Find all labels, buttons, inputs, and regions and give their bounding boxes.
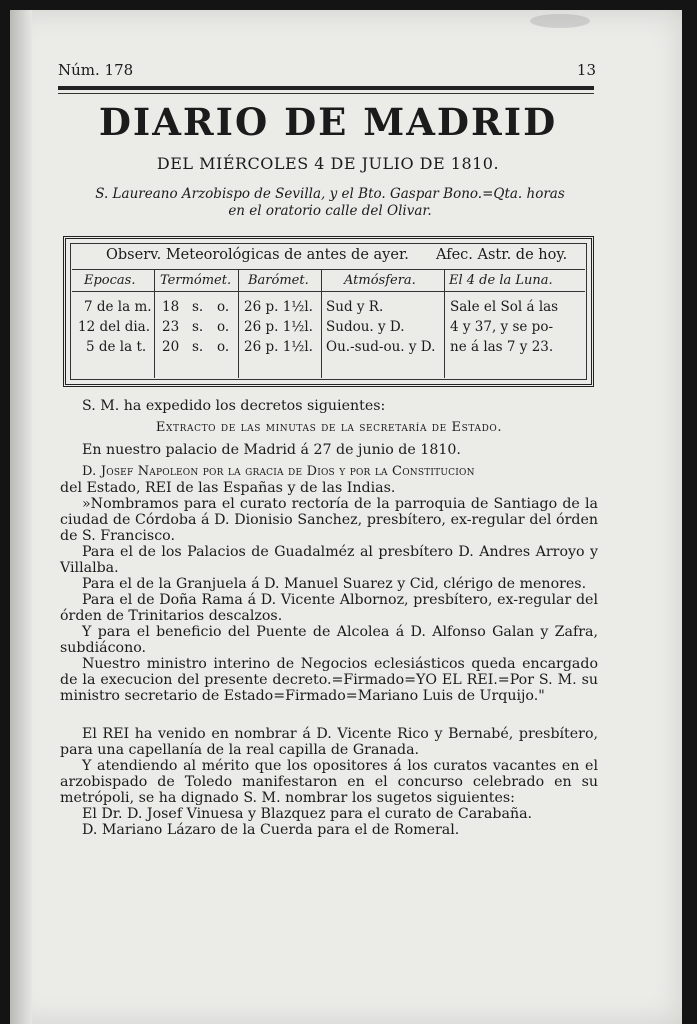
page-header <box>58 61 596 83</box>
row-baro: 26 p. 1½l. <box>244 339 313 355</box>
astro-heading: Afec. Astr. de hoy. <box>436 247 568 263</box>
luna-line: ne á las 7 y 23. <box>450 339 554 355</box>
header-rule <box>58 86 594 90</box>
row-temp: 20 <box>162 339 180 355</box>
row-atmos: Sudou. y D. <box>326 319 405 335</box>
paragraph: Para el de Doña Rama á D. Vicente Albornoz, presbítero, ex-regular del órden de Trinitarios descalzos. <box>60 592 598 624</box>
row-atmos: Ou.-sud-ou. y D. <box>326 339 436 355</box>
col-header-luna: El 4 de la Luna. <box>449 273 553 288</box>
row-temp-s: s. <box>192 339 204 355</box>
article-body <box>60 398 598 838</box>
paragraph: El Dr. D. Josef Vinuesa y Blazquez para el curato de Carabaña. <box>82 806 533 822</box>
saints-of-day <box>70 186 590 220</box>
luna-line: 4 y 37, y se po- <box>450 319 554 335</box>
paragraph: del Estado, REI de las Españas y de las Indias. <box>60 480 396 496</box>
row-temp-o: o. <box>217 299 230 315</box>
row-baro: 26 p. 1½l. <box>244 299 313 315</box>
masthead-title: DIARIO DE MADRID <box>98 100 558 144</box>
row-temp-o: o. <box>217 319 230 335</box>
row-temp: 23 <box>162 319 180 335</box>
header-rule-thin <box>58 93 594 94</box>
paragraph: Nuestro ministro interino de Negocios eclesiásticos queda encargado de la execucion del presente decreto.=Firmado=YO EL REI.=Por S. M. su ministro secretario de Estado=Firmado=Mariano Luis de Urquijo." <box>60 656 598 704</box>
row-epoca: 7 de la m. <box>84 299 152 315</box>
page-binding-edge <box>10 10 32 1024</box>
page-number: 13 <box>576 61 596 79</box>
meteorological-table <box>63 236 594 387</box>
col-header-epocas: Epocas. <box>84 273 136 288</box>
col-header-termometro: Termómet. <box>160 273 232 288</box>
paragraph: Y atendiendo al mérito que los opositores á los curatos vacantes en el arzobispado de Toledo manifestaron en el concurso celebrado en su metrópoli, se ha dignado S. M. nombrar los sugetos siguientes: <box>60 758 598 806</box>
ink-stain <box>530 14 590 28</box>
paragraph: D. Mariano Lázaro de la Cuerda para el de Romeral. <box>82 822 460 838</box>
row-atmos: Sud y R. <box>326 299 384 315</box>
row-temp: 18 <box>162 299 180 315</box>
table-rule <box>72 291 585 292</box>
meteo-heading: Observ. Meteorológicas de antes de ayer. <box>106 247 409 263</box>
dateline: DEL MIÉRCOLES 4 DE JULIO DE 1810. <box>156 154 500 173</box>
row-epoca: 12 del dia. <box>78 319 151 335</box>
luna-line: Sale el Sol á las <box>450 299 559 315</box>
row-temp-s: s. <box>192 319 204 335</box>
issue-number: Núm. 178 <box>58 61 134 79</box>
paragraph: El REI ha venido en nombrar á D. Vicente Rico y Bernabé, presbítero, para una capellanía de la real capilla de Granada. <box>60 726 598 758</box>
row-baro: 26 p. 1½l. <box>244 319 313 335</box>
col-header-barometro: Barómet. <box>248 273 309 288</box>
section-heading: Extracto de las minutas de la secretaría de Estado. <box>155 420 503 435</box>
newspaper-page <box>10 10 682 1024</box>
saints-line-2: en el oratorio calle del Olivar. <box>228 203 432 219</box>
paragraph: En nuestro palacio de Madrid á 27 de junio de 1810. <box>82 442 461 458</box>
paragraph: Y para el beneficio del Puente de Alcolea á D. Alfonso Galan y Zafra, subdiácono. <box>60 624 598 656</box>
row-temp-s: s. <box>192 299 204 315</box>
table-rule <box>72 269 585 270</box>
paragraph: Para el de los Palacios de Guadalméz al presbítero D. Andres Arroyo y Villalba. <box>60 544 598 576</box>
saints-line-1: S. Laureano Arzobispo de Sevilla, y el Bto. Gaspar Bono.=Qta. horas <box>95 186 565 202</box>
paragraph: Para el de la Granjuela á D. Manuel Suarez y Cid, clérigo de menores. <box>82 576 587 592</box>
row-temp-o: o. <box>217 339 230 355</box>
paragraph: S. M. ha expedido los decretos siguientes: <box>82 398 386 414</box>
decree-heading: D. Josef Napoleon por la gracia de Dios y por la Constitucion <box>82 464 475 479</box>
paragraph: »Nombramos para el curato rectoría de la parroquia de Santiago de la ciudad de Córdoba á D. Dionisio Sanchez, presbítero, ex-regular del órden de S. Francisco. <box>60 496 598 544</box>
col-header-atmosfera: Atmósfera. <box>344 273 416 288</box>
row-epoca: 5 de la t. <box>86 339 147 355</box>
